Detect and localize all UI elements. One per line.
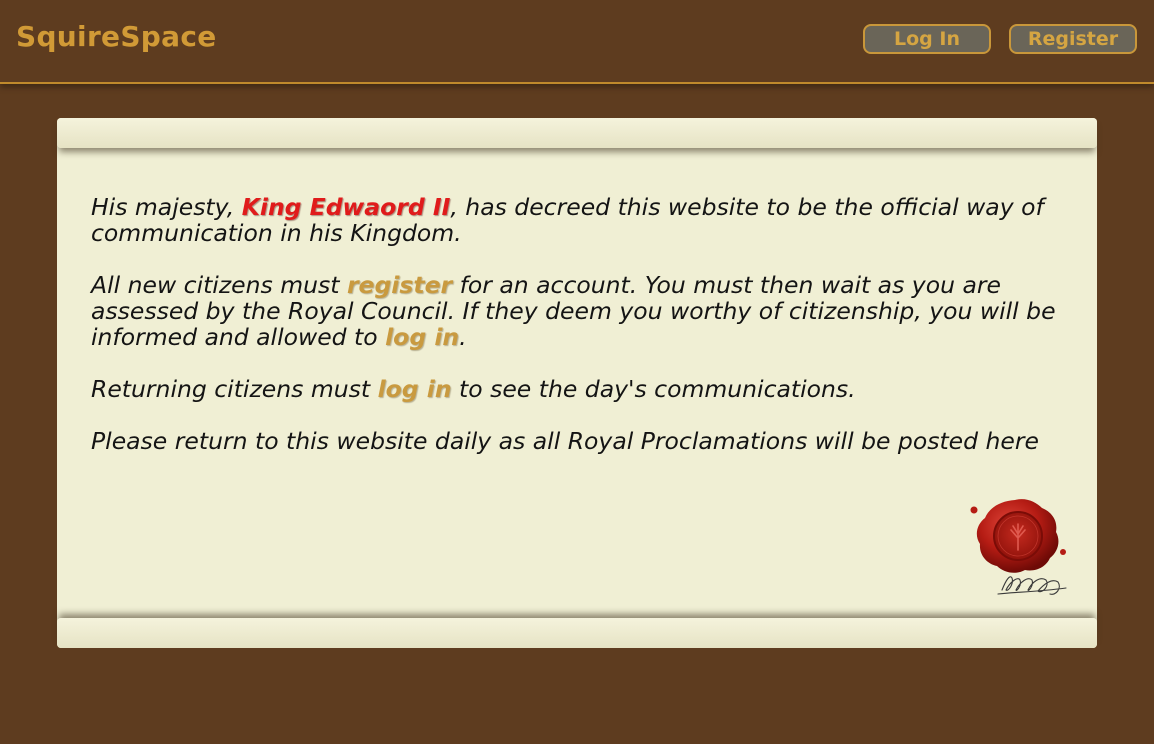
register-link[interactable]: register xyxy=(346,271,453,299)
wax-seal-icon xyxy=(962,494,1077,604)
returning-citizens-paragraph xyxy=(91,376,1076,402)
site-logo[interactable]: SquireSpace xyxy=(16,20,217,53)
scroll-bottom-roll xyxy=(57,618,1097,648)
new-citizens-paragraph xyxy=(91,272,1076,350)
top-bar xyxy=(0,0,1154,84)
proclamation-text xyxy=(91,194,1076,480)
login-link[interactable]: log in xyxy=(385,323,460,351)
decree-paragraph xyxy=(91,194,1076,246)
royal-seal xyxy=(962,494,1077,604)
new-citizens-text-middle: for an account. You must then wait as you are assessed by the Royal Council. If they deem you worthy of citizenship, you will be informed and allowed to xyxy=(91,271,1056,351)
proclamation-scroll xyxy=(57,118,1097,648)
decree-text-start: His majesty, xyxy=(91,193,242,221)
returning-login-link[interactable]: log in xyxy=(377,375,452,403)
scroll-top-roll xyxy=(57,118,1097,148)
new-citizens-text-start: All new citizens must xyxy=(91,271,347,299)
returning-text-start: Returning citizens must xyxy=(91,375,378,403)
register-button[interactable]: Register xyxy=(1009,24,1137,54)
new-citizens-text-end: . xyxy=(459,323,467,351)
return-daily-paragraph: Please return to this website daily as all Royal Proclamations will be posted here xyxy=(91,427,1039,455)
returning-text-end: to see the day's communications. xyxy=(451,375,856,403)
king-name: King Edwaord II xyxy=(241,193,451,221)
login-button[interactable]: Log In xyxy=(863,24,991,54)
decree-text-end: , has decreed this website to be the official way of communication in his Kingdom. xyxy=(91,193,1044,247)
